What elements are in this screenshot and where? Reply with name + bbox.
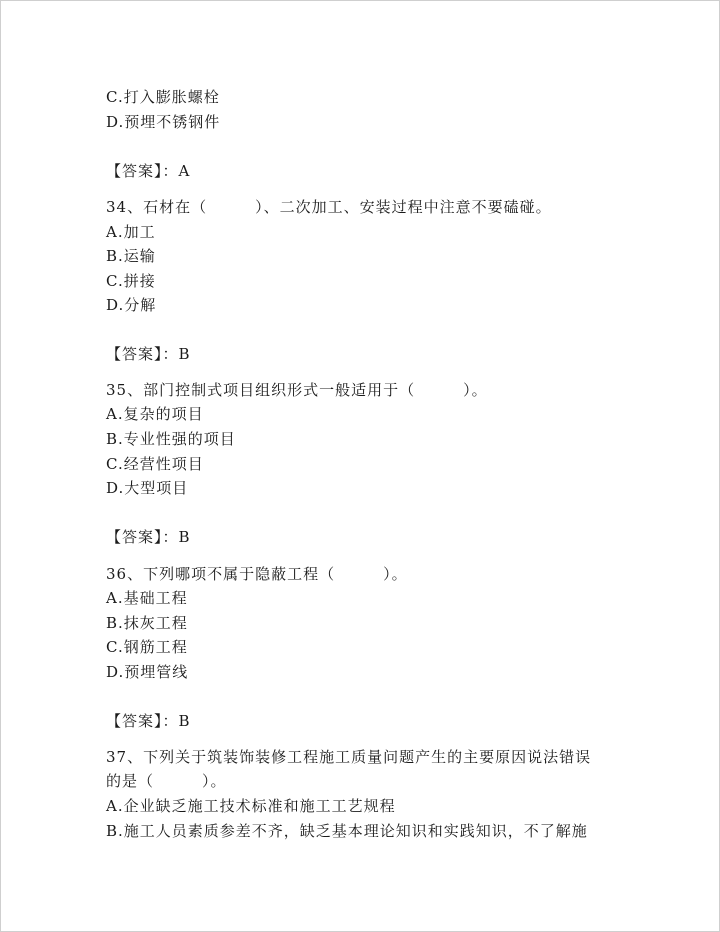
- option-a-q37: A.企业缺乏施工技术标准和施工工艺规程: [106, 797, 396, 815]
- option-c-q34: C.拼接: [106, 272, 156, 290]
- option-c-q36: C.钢筋工程: [106, 638, 188, 656]
- question-36: 36、下列哪项不属于隐蔽工程（ ）。: [106, 565, 408, 583]
- option-c-q33: C.打入膨胀螺栓: [106, 88, 220, 106]
- option-b-q36: B.抹灰工程: [106, 614, 188, 632]
- question-37-line-1: 37、下列关于筑装饰装修工程施工质量问题产生的主要原因说法错误: [106, 748, 592, 766]
- question-35: 35、部门控制式项目组织形式一般适用于（ ）。: [106, 381, 488, 399]
- option-b-q37: B.施工人员素质参差不齐，缺乏基本理论知识和实践知识，不了解施: [106, 822, 588, 840]
- answer-q35: 【答案】：B: [106, 528, 191, 546]
- answer-q34: 【答案】：B: [106, 345, 191, 363]
- question-34: 34、石材在（ ）、二次加工、安装过程中注意不要磕碰。: [106, 198, 552, 216]
- question-37-line-2: 的是（ ）。: [106, 772, 227, 790]
- answer-q33: 【答案】：A: [106, 162, 191, 180]
- answer-q36: 【答案】：B: [106, 712, 191, 730]
- option-d-q34: D.分解: [106, 296, 157, 314]
- option-b-q35: B.专业性强的项目: [106, 430, 236, 448]
- option-b-q34: B.运输: [106, 247, 156, 265]
- option-a-q35: A.复杂的项目: [106, 405, 204, 423]
- option-a-q36: A.基础工程: [106, 589, 188, 607]
- option-d-q33: D.预埋不锈钢件: [106, 113, 221, 131]
- option-d-q35: D.大型项目: [106, 479, 189, 497]
- option-d-q36: D.预埋管线: [106, 663, 189, 681]
- option-a-q34: A.加工: [106, 223, 156, 241]
- option-c-q35: C.经营性项目: [106, 455, 204, 473]
